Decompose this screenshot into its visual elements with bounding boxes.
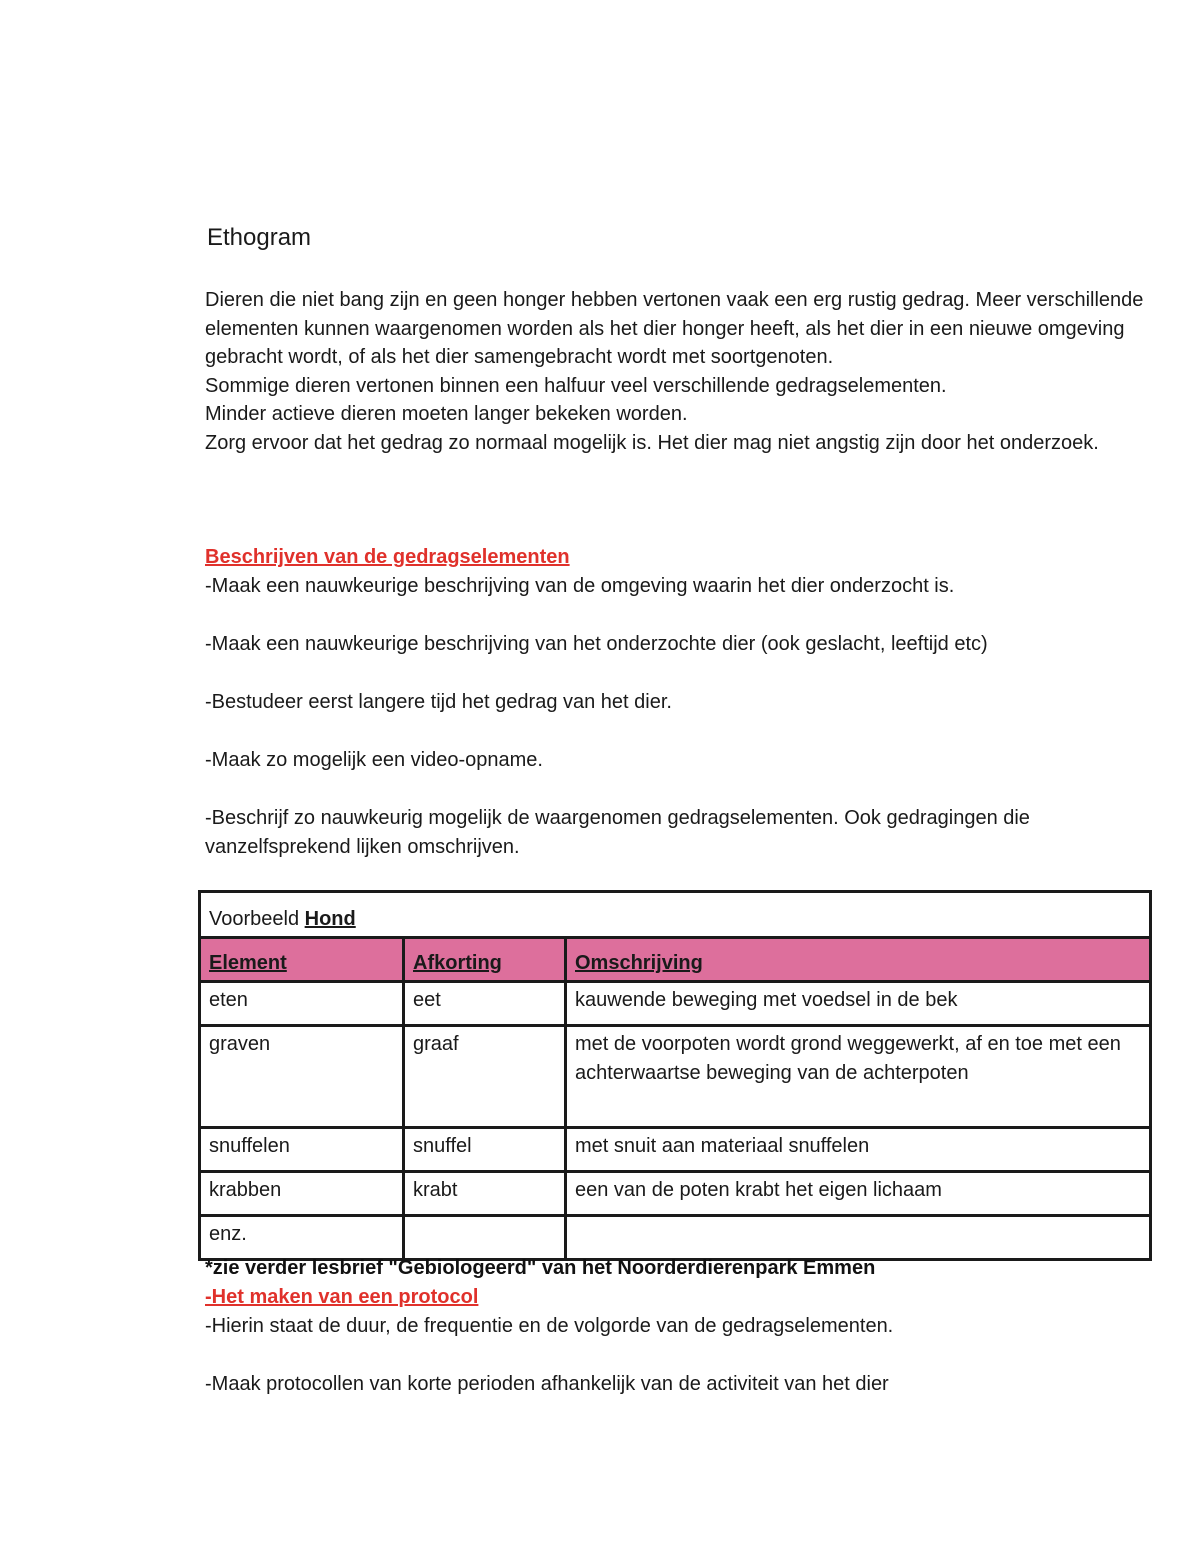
- section-heading: Beschrijven van de gedragselementen: [205, 546, 570, 568]
- instruction-item: -Maak een nauwkeurige beschrijving van de omgeving waarin het dier onderzocht is.: [205, 575, 955, 597]
- footer-section: [205, 1254, 1165, 1399]
- instruction-item: -Beschrijf zo nauwkeurig mogelijk de waargenomen gedragselementen. Ook gedragingen die vanzelfsprekend lijken omschrijven.: [205, 807, 1030, 858]
- instruction-item: -Bestudeer eerst langere tijd het gedrag van het dier.: [205, 691, 672, 713]
- protocol-heading: -Het maken van een protocol: [205, 1286, 479, 1308]
- cell-omschrijving: met snuit aan materiaal snuffelen: [566, 1128, 1151, 1172]
- column-header-omschrijving: Omschrijving: [566, 938, 1151, 982]
- instruction-item: -Maak een nauwkeurige beschrijving van het onderzochte dier (ook geslacht, leeftijd etc): [205, 633, 988, 655]
- column-header-element: Element: [200, 938, 404, 982]
- cell-omschrijving: [566, 1216, 1151, 1260]
- description-section: [205, 543, 1165, 862]
- intro-line-1: Dieren die niet bang zijn en geen honger hebben vertonen vaak een erg rustig gedrag. Meer verschillende elementen kunnen waargenomen worden als het dier honger heeft, als het dier in een nieuwe omgeving gebracht wordt, of als het dier samengebracht wordt met soortgenoten.: [205, 289, 1144, 368]
- table-row: [200, 1216, 1151, 1260]
- caption-animal: Hond: [304, 908, 356, 930]
- instruction-item: -Maak zo mogelijk een video-opname.: [205, 749, 543, 771]
- cell-element: krabben: [200, 1172, 404, 1216]
- reference-note: *zie verder lesbrief "Gebiologeerd" van het Noorderdierenpark Emmen: [205, 1257, 876, 1279]
- intro-line-4: Zorg ervoor dat het gedrag zo normaal mogelijk is. Het dier mag niet angstig zijn door het onderzoek.: [205, 431, 1099, 454]
- ethogram-table: [198, 890, 1152, 1261]
- table-caption: [200, 892, 1151, 938]
- cell-afkorting: snuffel: [404, 1128, 566, 1172]
- cell-afkorting: krabt: [404, 1172, 566, 1216]
- page-title: Ethogram: [207, 224, 312, 251]
- table-header-row: [200, 938, 1151, 982]
- cell-afkorting: graaf: [404, 1026, 566, 1128]
- table-row: [200, 1128, 1151, 1172]
- table-row: [200, 982, 1151, 1026]
- cell-element: eten: [200, 982, 404, 1026]
- table-row: [200, 1172, 1151, 1216]
- protocol-item: -Hierin staat de duur, de frequentie en de volgorde van de gedragselementen.: [205, 1315, 894, 1337]
- cell-afkorting: eet: [404, 982, 566, 1026]
- cell-omschrijving: een van de poten krabt het eigen lichaam: [566, 1172, 1151, 1216]
- caption-prefix: Voorbeeld: [209, 908, 305, 930]
- intro-line-2: Sommige dieren vertonen binnen een halfuur veel verschillende gedragselementen.: [205, 374, 947, 397]
- table-row: [200, 1026, 1151, 1128]
- intro-line-3: Minder actieve dieren moeten langer bekeken worden.: [205, 403, 688, 425]
- cell-omschrijving: met de voorpoten wordt grond weggewerkt, af en toe met een achterwaartse beweging van de achterpoten: [566, 1026, 1151, 1128]
- protocol-item: -Maak protocollen van korte perioden afhankelijk van de activiteit van het dier: [205, 1373, 889, 1395]
- intro-paragraph: [205, 286, 1165, 457]
- cell-element: enz.: [200, 1216, 404, 1260]
- cell-element: graven: [200, 1026, 404, 1128]
- cell-element: snuffelen: [200, 1128, 404, 1172]
- column-header-afkorting: Afkorting: [404, 938, 566, 982]
- cell-omschrijving: kauwende beweging met voedsel in de bek: [566, 982, 1151, 1026]
- cell-afkorting: [404, 1216, 566, 1260]
